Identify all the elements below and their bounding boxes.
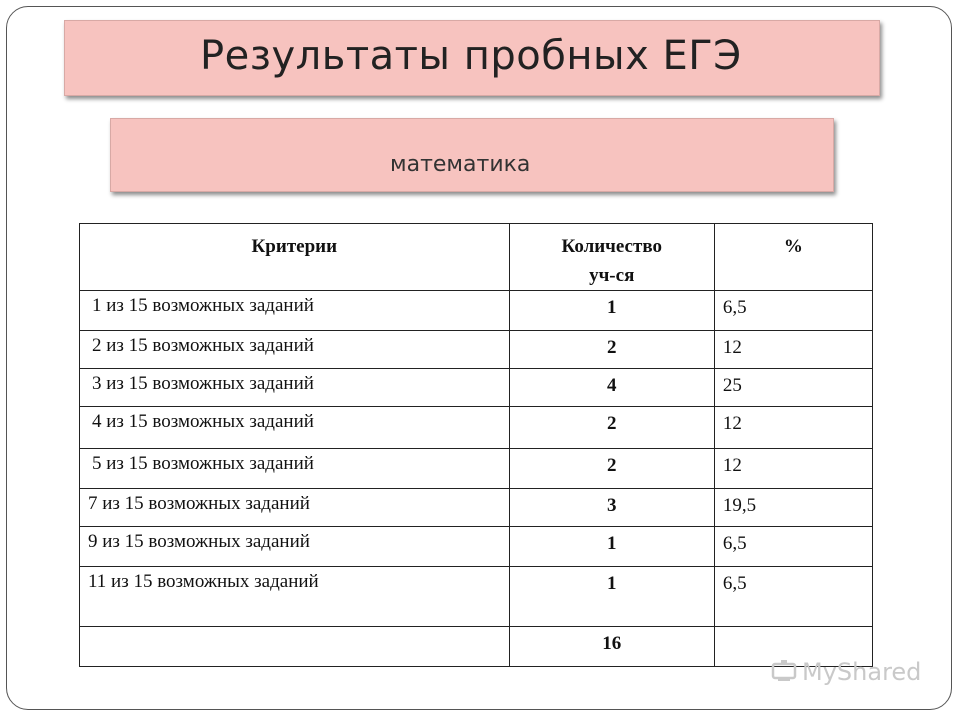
criterion-cell: 1 из 15 возможных заданий bbox=[80, 291, 510, 331]
criterion-cell: 2 из 15 возможных заданий bbox=[80, 331, 510, 369]
count-cell: 2 bbox=[509, 331, 714, 369]
table-row bbox=[80, 407, 873, 449]
header-percent: % bbox=[714, 224, 872, 291]
table-total-row bbox=[80, 627, 873, 667]
count-cell: 3 bbox=[509, 489, 714, 527]
total-criterion-cell bbox=[80, 627, 510, 667]
watermark-text: MyShared bbox=[802, 658, 922, 686]
table-header-row bbox=[80, 224, 873, 291]
criterion-cell: 3 из 15 возможных заданий bbox=[80, 369, 510, 407]
count-cell: 2 bbox=[509, 407, 714, 449]
header-criteria: Критерии bbox=[80, 224, 510, 291]
table-row bbox=[80, 369, 873, 407]
myshared-logo-icon bbox=[770, 658, 798, 686]
count-cell: 1 bbox=[509, 527, 714, 567]
watermark bbox=[770, 658, 921, 686]
table-row bbox=[80, 489, 873, 527]
table-row bbox=[80, 567, 873, 627]
percent-cell: 12 bbox=[714, 449, 872, 489]
percent-cell: 19,5 bbox=[714, 489, 872, 527]
percent-cell: 6,5 bbox=[714, 527, 872, 567]
criterion-cell: 7 из 15 возможных заданий bbox=[80, 489, 510, 527]
percent-cell: 6,5 bbox=[714, 567, 872, 627]
criterion-cell: 5 из 15 возможных заданий bbox=[80, 449, 510, 489]
percent-cell: 12 bbox=[714, 407, 872, 449]
results-table bbox=[79, 223, 873, 667]
count-cell: 2 bbox=[509, 449, 714, 489]
percent-cell: 25 bbox=[714, 369, 872, 407]
percent-cell: 6,5 bbox=[714, 291, 872, 331]
criterion-cell: 9 из 15 возможных заданий bbox=[80, 527, 510, 567]
criterion-cell: 4 из 15 возможных заданий bbox=[80, 407, 510, 449]
header-count-label: Количество уч-ся bbox=[561, 236, 662, 286]
table-row bbox=[80, 449, 873, 489]
page-title: Результаты пробных ЕГЭ bbox=[200, 33, 742, 79]
table-row bbox=[80, 331, 873, 369]
count-cell: 1 bbox=[509, 291, 714, 331]
table-row bbox=[80, 527, 873, 567]
page-subtitle: математика bbox=[390, 152, 531, 177]
percent-cell: 12 bbox=[714, 331, 872, 369]
criterion-cell: 11 из 15 возможных заданий bbox=[80, 567, 510, 627]
total-count-cell: 16 bbox=[509, 627, 714, 667]
count-cell: 4 bbox=[509, 369, 714, 407]
count-cell: 1 bbox=[509, 567, 714, 627]
table-row bbox=[80, 291, 873, 331]
header-count bbox=[509, 224, 714, 291]
